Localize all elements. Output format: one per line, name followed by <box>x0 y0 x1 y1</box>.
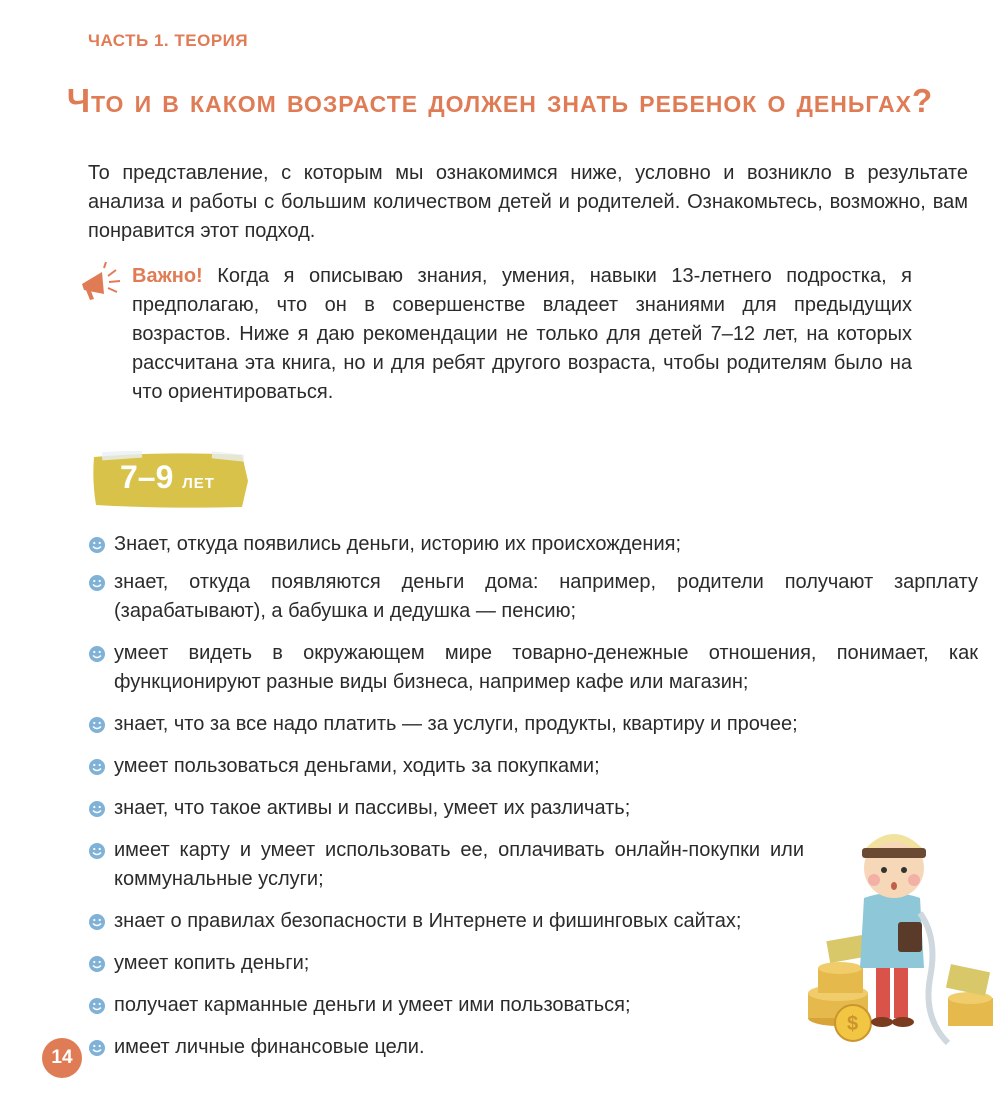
skill-text: имеет карту и умеет использовать ее, оплачивать онлайн-покупки или коммунальные услуги; <box>114 839 804 890</box>
skill-text: знает о правилах безопасности в Интернете и фишинговых сайтах; <box>114 910 742 932</box>
skill-text: имеет личные финансовые цели. <box>114 1036 425 1058</box>
boy-with-coins-illustration <box>798 818 998 1050</box>
smile-bullet-icon <box>88 1039 106 1057</box>
list-item <box>88 530 978 559</box>
smile-bullet-icon <box>88 574 106 592</box>
important-label: Важно! <box>132 265 203 287</box>
important-text: Когда я описываю знания, умения, навыки 13-летнего подростка, я предполагаю, что он в совершенстве владеет знаниями для предыдущих возрастов. Ниже я даю рекомендации не только для детей 7–12 лет, на которых рассчитана эта книга, но и для ребят другого возраста, чтобы родителям было на что ориентироваться. <box>132 265 912 403</box>
skill-text: получает карманные деньги и умеет ими пользоваться; <box>114 994 631 1016</box>
skill-text: умеет пользоваться деньгами, ходить за покупками; <box>114 755 600 777</box>
skill-text: знает, что за все надо платить — за услуги, продукты, квартиру и прочее; <box>114 713 798 735</box>
intro-paragraph: То представление, с которым мы ознакомимся ниже, условно и возникло в результате анализа и работы с большим количеством детей и родителей. Ознакомьтесь, возможно, вам понравится этот подход. <box>88 162 968 242</box>
section-label: ЧАСТЬ 1. ТЕОРИЯ <box>88 31 249 50</box>
age-unit: лет <box>182 470 215 493</box>
smile-bullet-icon <box>88 955 106 973</box>
skill-text: умеет видеть в окружающем мире товарно-денежные отношения, понимает, как функционируют разные виды бизнеса, например кафе или магазин; <box>114 642 978 693</box>
smile-bullet-icon <box>88 536 106 554</box>
megaphone-icon <box>76 262 124 302</box>
smile-bullet-icon <box>88 758 106 776</box>
age-badge <box>92 451 250 509</box>
skill-text: знает, что такое активы и пассивы, умеет их различать; <box>114 797 631 819</box>
page-number: 14 <box>42 1038 82 1078</box>
age-label <box>120 459 215 496</box>
smile-bullet-icon <box>88 645 106 663</box>
important-note <box>132 262 912 407</box>
list-item <box>88 752 978 781</box>
smile-bullet-icon <box>88 800 106 818</box>
list-item <box>88 710 978 739</box>
smile-bullet-icon <box>88 842 106 860</box>
list-item <box>88 568 978 626</box>
smile-bullet-icon <box>88 913 106 931</box>
age-range: 7–9 <box>120 459 174 495</box>
page-title: Что и в каком возрасте должен знать ребенок о деньгах? <box>66 82 934 119</box>
skill-text: Знает, откуда появились деньги, историю их происхождения; <box>114 533 682 555</box>
skill-text: знает, откуда появляются деньги дома: например, родители получают зарплату (зарабатывают), а бабушка и дедушка — пенсию; <box>114 571 978 622</box>
smile-bullet-icon <box>88 716 106 734</box>
skill-text: умеет копить деньги; <box>114 952 310 974</box>
svg-text:$: $ <box>847 1013 859 1035</box>
smile-bullet-icon <box>88 997 106 1015</box>
list-item <box>88 639 978 697</box>
list-item <box>88 836 804 894</box>
